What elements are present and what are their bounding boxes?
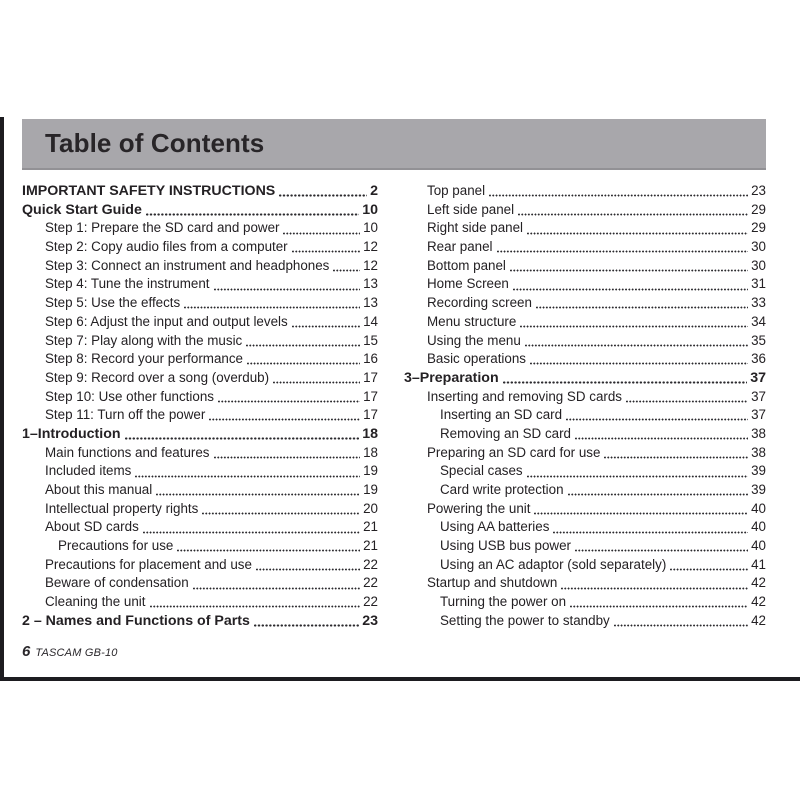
toc-entry-page: 35 (751, 332, 766, 348)
toc-entry-label: Step 5: Use the effects (45, 295, 181, 311)
toc-entry-label: Step 9: Record over a song (overdub) (45, 369, 270, 385)
toc-entry-page: 15 (363, 332, 378, 348)
toc-entry-label: Rear panel (427, 239, 493, 255)
toc-entry-label: Main functions and features (45, 444, 210, 460)
toc-entry-page: 41 (751, 556, 766, 572)
dot-leader (518, 201, 748, 220)
toc-entry-page: 19 (363, 482, 378, 497)
toc-entry (404, 574, 766, 593)
toc-entry-label: 3–Preparation (404, 369, 499, 386)
dot-leader (214, 275, 361, 294)
dot-leader (575, 537, 748, 556)
toc-entry-page: 42 (751, 575, 766, 591)
dot-leader (273, 369, 360, 388)
toc-entry (22, 556, 378, 575)
dot-leader (626, 388, 748, 407)
toc-entry-label: Left side panel (427, 201, 515, 217)
dot-leader (530, 350, 748, 369)
dot-leader (256, 556, 360, 575)
toc-entry-page: 18 (362, 425, 378, 442)
toc-entry (22, 612, 378, 631)
toc-entry-label: Special cases (440, 463, 523, 479)
dot-leader (513, 275, 748, 294)
toc-entry-page: 2 (370, 183, 378, 199)
toc-entry-label: Step 6: Adjust the input and output levels (45, 313, 288, 329)
toc-entry-label: Card write protection (440, 482, 564, 497)
dot-leader (283, 219, 360, 238)
toc-entry (22, 201, 378, 220)
toc-entry (22, 574, 378, 593)
toc-entry-label: Step 8: Record your performance (45, 351, 243, 367)
toc-entry-page: 17 (363, 369, 378, 385)
toc-entry (22, 219, 378, 238)
dot-leader (604, 444, 748, 463)
dot-leader (193, 574, 360, 593)
toc-entry (22, 332, 378, 351)
dot-leader (254, 612, 359, 631)
toc-entry-page: 23 (751, 183, 766, 198)
toc-entry-page: 17 (363, 388, 378, 404)
toc-entry-page: 21 (363, 538, 378, 554)
dot-leader (292, 238, 360, 257)
toc-entry-label: Included items (45, 463, 132, 479)
toc-entry (404, 462, 766, 481)
toc-entry (22, 425, 378, 444)
toc-entry-page: 30 (751, 239, 766, 255)
toc-entry (404, 593, 766, 612)
toc-left-column (22, 182, 378, 631)
toc-entry-page: 30 (751, 257, 766, 273)
dot-leader (218, 388, 360, 407)
toc-entry (22, 462, 378, 481)
toc-entry (22, 350, 378, 369)
toc-entry-label: About SD cards (45, 519, 139, 535)
toc-entry-page: 37 (751, 407, 766, 423)
toc-entry-page: 20 (363, 500, 378, 516)
toc-entry-label: Startup and shutdown (427, 575, 558, 591)
toc-entry-label: Inserting an SD card (440, 407, 563, 423)
toc-entry (404, 257, 766, 276)
toc-entry (404, 444, 766, 463)
toc-entry-page: 21 (363, 519, 378, 535)
toc-entry (404, 369, 766, 388)
dot-leader (125, 425, 360, 444)
toc-entry-page: 22 (363, 575, 378, 591)
toc-entry (404, 481, 766, 500)
toc-entry-label: Basic operations (427, 351, 526, 367)
toc-entry (22, 444, 378, 463)
toc-entry-label: About this manual (45, 482, 153, 497)
toc-entry-page: 29 (751, 201, 766, 217)
dot-leader (279, 182, 367, 201)
dot-leader (520, 313, 748, 332)
toc-entry-label: Step 3: Connect an instrument and headphones (45, 257, 330, 273)
toc-entry (22, 593, 378, 612)
toc-entry (404, 388, 766, 407)
toc-entry-page: 40 (751, 519, 766, 535)
toc-entry-label: Using USB bus power (440, 538, 571, 554)
toc-entry-page: 10 (363, 220, 378, 236)
toc-entry (404, 500, 766, 519)
toc-entry (404, 406, 766, 425)
toc-entry-page: 12 (363, 257, 378, 273)
toc-entry-label: Powering the unit (427, 500, 531, 516)
dot-leader (670, 556, 748, 575)
dot-leader (146, 201, 359, 220)
dot-leader (135, 462, 360, 481)
dot-leader (561, 574, 748, 593)
toc-entry (404, 537, 766, 556)
footer-page-number: 6 (22, 643, 31, 660)
toc-entry (22, 500, 378, 519)
toc-entry-label: 1–Introduction (22, 425, 121, 442)
toc-entry-page: 36 (751, 351, 766, 367)
dot-leader (333, 257, 360, 276)
toc-entry-page: 39 (751, 482, 766, 497)
toc-entry-page: 34 (751, 313, 766, 329)
toc-entry-page: 42 (751, 594, 766, 610)
toc-entry-label: Quick Start Guide (22, 201, 142, 218)
dot-leader (527, 219, 748, 238)
dot-leader (143, 518, 360, 537)
toc-entry-page: 38 (751, 425, 766, 441)
toc-entry-label: IMPORTANT SAFETY INSTRUCTIONS (22, 183, 276, 199)
toc-entry-page: 18 (363, 444, 378, 460)
dot-leader (575, 425, 748, 444)
toc-entry-label: Step 10: Use other functions (45, 388, 214, 404)
toc-entry (22, 369, 378, 388)
toc-entry (22, 257, 378, 276)
toc-entry (22, 182, 378, 201)
dot-leader (568, 481, 749, 500)
toc-entry (404, 201, 766, 220)
toc-entry-label: 2 – Names and Functions of Parts (22, 612, 250, 629)
toc-entry-page: 14 (363, 313, 378, 329)
toc-entry-page: 31 (751, 276, 766, 292)
toc-entry-page: 13 (363, 276, 378, 292)
toc-entry (22, 537, 378, 556)
dot-leader (246, 332, 360, 351)
toc-entry (404, 332, 766, 351)
toc-right-column (404, 182, 766, 631)
toc-entry-page: 10 (362, 201, 378, 218)
toc-entry-page: 12 (363, 239, 378, 255)
dot-leader (534, 500, 748, 519)
table-of-contents (22, 182, 766, 631)
dot-leader (503, 369, 748, 388)
toc-entry-page: 13 (363, 295, 378, 311)
dot-leader (510, 257, 748, 276)
dot-leader (214, 444, 361, 463)
toc-entry-page: 42 (751, 612, 766, 628)
toc-entry (22, 275, 378, 294)
page-title: Table of Contents (45, 127, 265, 158)
toc-entry-label: Step 11: Turn off the power (45, 407, 206, 423)
toc-entry-page: 23 (362, 612, 378, 629)
toc-entry-label: Removing an SD card (440, 425, 571, 441)
dot-leader (209, 406, 360, 425)
toc-entry-page: 16 (363, 351, 378, 367)
title-banner (22, 119, 766, 170)
toc-entry-label: Bottom panel (427, 257, 506, 273)
dot-leader (527, 462, 748, 481)
toc-entry-label: Intellectual property rights (45, 500, 199, 516)
toc-entry (22, 518, 378, 537)
dot-leader (184, 294, 360, 313)
toc-entry-page: 37 (751, 388, 766, 404)
toc-entry-label: Beware of condensation (45, 575, 189, 591)
toc-entry (22, 313, 378, 332)
toc-entry (404, 612, 766, 631)
dot-leader (292, 313, 360, 332)
dot-leader (202, 500, 360, 519)
dot-leader (553, 518, 748, 537)
toc-entry-label: Step 4: Tune the instrument (45, 276, 210, 292)
toc-entry (404, 350, 766, 369)
dot-leader (525, 332, 748, 351)
toc-entry-label: Precautions for placement and use (45, 556, 252, 572)
toc-entry-label: Precautions for use (58, 538, 174, 554)
dot-leader (247, 350, 360, 369)
toc-entry-page: 33 (751, 295, 766, 311)
toc-entry-label: Right side panel (427, 220, 524, 236)
footer-model-name: TASCAM GB-10 (35, 647, 118, 659)
toc-entry (404, 182, 766, 201)
toc-entry-label: Preparing an SD card for use (427, 444, 601, 460)
dot-leader (177, 537, 360, 556)
toc-entry (404, 425, 766, 444)
toc-entry-label: Recording screen (427, 295, 532, 311)
toc-entry-label: Turning the power on (440, 594, 567, 610)
toc-entry (404, 556, 766, 575)
toc-entry-page: 38 (751, 444, 766, 460)
toc-entry-label: Home Screen (427, 276, 509, 292)
toc-entry-page: 22 (363, 556, 378, 572)
toc-entry-page: 19 (363, 463, 378, 479)
toc-entry (22, 406, 378, 425)
toc-entry-page: 29 (751, 220, 766, 236)
dot-leader (156, 481, 360, 500)
page-bottom-rule (0, 677, 800, 681)
toc-entry-page: 40 (751, 500, 766, 516)
toc-entry (22, 481, 378, 500)
toc-entry-label: Using the menu (427, 332, 521, 348)
toc-entry-label: Using AA batteries (440, 519, 550, 535)
toc-entry (22, 238, 378, 257)
toc-entry-label: Top panel (427, 183, 486, 198)
toc-entry (404, 275, 766, 294)
toc-entry (22, 294, 378, 313)
toc-entry-label: Menu structure (427, 313, 517, 329)
dot-leader (150, 593, 361, 612)
toc-entry (404, 238, 766, 257)
toc-entry (22, 388, 378, 407)
dot-leader (497, 238, 749, 257)
page-left-edge-bar (0, 117, 4, 681)
dot-leader (570, 593, 748, 612)
toc-entry-page: 39 (751, 463, 766, 479)
dot-leader (566, 406, 748, 425)
toc-entry (404, 313, 766, 332)
toc-entry-page: 22 (363, 594, 378, 610)
toc-entry-page: 37 (750, 369, 766, 386)
dot-leader (614, 612, 748, 631)
toc-entry-label: Step 7: Play along with the music (45, 332, 243, 348)
dot-leader (536, 294, 748, 313)
page-footer (22, 643, 118, 660)
toc-entry-page: 40 (751, 538, 766, 554)
toc-entry-label: Step 1: Prepare the SD card and power (45, 220, 280, 236)
dot-leader (489, 182, 748, 201)
toc-entry (404, 294, 766, 313)
toc-entry (404, 518, 766, 537)
toc-entry (404, 219, 766, 238)
toc-entry-label: Using an AC adaptor (sold separately) (440, 556, 667, 572)
toc-entry-label: Step 2: Copy audio files from a computer (45, 239, 288, 255)
toc-entry-page: 17 (363, 407, 378, 423)
toc-entry-label: Setting the power to standby (440, 612, 610, 628)
toc-entry-label: Inserting and removing SD cards (427, 388, 623, 404)
toc-entry-label: Cleaning the unit (45, 594, 146, 610)
